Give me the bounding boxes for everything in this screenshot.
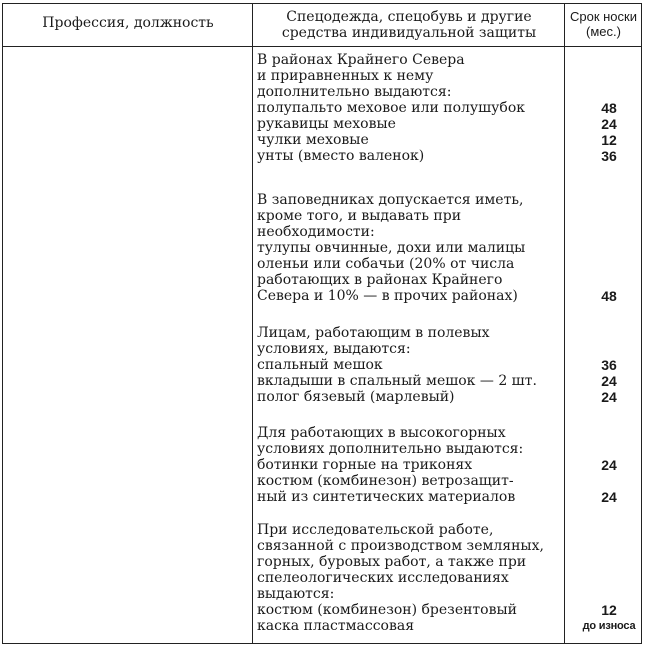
text-line: и приравненных к нему	[257, 68, 434, 84]
term-values-research	[575, 522, 643, 634]
header-divider	[2, 46, 642, 47]
equipment-block-reserves	[257, 192, 577, 304]
text-line: вкладыши в спальный мешок — 2 шт.	[257, 373, 537, 389]
column-divider	[252, 3, 253, 644]
term-value	[575, 425, 643, 441]
term-value	[575, 570, 643, 586]
text-line: ный из синтетических материалов	[257, 489, 516, 505]
term-value	[575, 522, 643, 538]
term-value	[575, 325, 643, 341]
term-value	[575, 240, 643, 256]
term-value: 12	[601, 132, 617, 148]
text-line: Для работающих в высокогорных	[257, 425, 506, 441]
term-value	[575, 538, 643, 554]
term-value: 24	[601, 116, 617, 132]
text-line: кроме того, и выдавать при	[257, 208, 462, 224]
equipment-block-highlands	[257, 425, 577, 505]
text-line: дополнительно выдаются:	[257, 84, 452, 100]
term-value: 24	[601, 389, 617, 405]
term-value	[575, 341, 643, 357]
term-value: 48	[601, 100, 617, 116]
text-line: связанной с производством земляных,	[257, 538, 544, 554]
term-value: 48	[601, 288, 617, 304]
text-line: тулупы овчинные, дохи или малицы	[257, 240, 526, 256]
term-value: 36	[601, 148, 617, 164]
header-equipment: Спецодежда, спецобувь и другие средства индивидуальной защиты	[281, 9, 537, 41]
text-line: Лицам, работающим в полевых	[257, 325, 490, 341]
equipment-block-research	[257, 522, 577, 634]
term-value: 12	[601, 602, 617, 618]
text-line: рукавицы меховые	[257, 116, 396, 132]
term-values-highlands	[575, 425, 643, 505]
text-line: горных, буровых работ, а также при	[257, 554, 527, 570]
text-line: работающих в районах Крайнего	[257, 272, 503, 288]
term-value	[575, 192, 643, 208]
text-line: спелеологических исследованиях	[257, 570, 509, 586]
text-line: каска пластмассовая	[257, 618, 415, 634]
text-line: В районах Крайнего Севера	[257, 52, 465, 68]
header-term: Срок носки (мес.)	[569, 9, 637, 39]
term-value	[575, 208, 643, 224]
equipment-block-field	[257, 325, 577, 405]
text-line: В заповедниках допускается иметь,	[257, 192, 524, 208]
text-line: полупальто меховое или полушубок	[257, 100, 526, 116]
term-values-reserves	[575, 192, 643, 304]
text-line: выдаются:	[257, 586, 335, 602]
term-value	[575, 554, 643, 570]
header-profession: Профессия, должность	[42, 15, 214, 31]
text-line: чулки меховые	[257, 132, 369, 148]
term-values-north	[575, 52, 643, 164]
term-value	[575, 272, 643, 288]
term-value	[575, 52, 643, 68]
term-value	[575, 256, 643, 272]
text-line: костюм (комбинезон) ветрозащит-	[257, 473, 514, 489]
term-value: 24	[601, 457, 617, 473]
text-line: оленьи или собачьи (20% от числа	[257, 256, 515, 272]
text-line: костюм (комбинезон) брезентовый	[257, 602, 517, 618]
text-line: Севера и 10% — в прочих районах)	[257, 288, 518, 304]
term-values-field	[575, 325, 643, 405]
term-value: до износа	[582, 620, 636, 632]
term-value	[575, 68, 643, 84]
equipment-block-north	[257, 52, 577, 164]
term-value: 36	[601, 357, 617, 373]
text-line: условиях, выдаются:	[257, 341, 411, 357]
text-line: необходимости:	[257, 224, 375, 240]
text-line: ботинки горные на триконях	[257, 457, 473, 473]
text-line: полог бязевый (марлевый)	[257, 389, 455, 405]
term-value	[575, 473, 643, 489]
text-line: При исследовательской работе,	[257, 522, 494, 538]
term-value	[575, 224, 643, 240]
term-value: 24	[601, 373, 617, 389]
term-value	[575, 586, 643, 602]
text-line: унты (вместо валенок)	[257, 148, 425, 164]
term-value	[575, 441, 643, 457]
term-value	[575, 84, 643, 100]
text-line: спальный мешок	[257, 357, 383, 373]
text-line: условиях дополнительно выдаются:	[257, 441, 524, 457]
term-value: 24	[601, 489, 617, 505]
